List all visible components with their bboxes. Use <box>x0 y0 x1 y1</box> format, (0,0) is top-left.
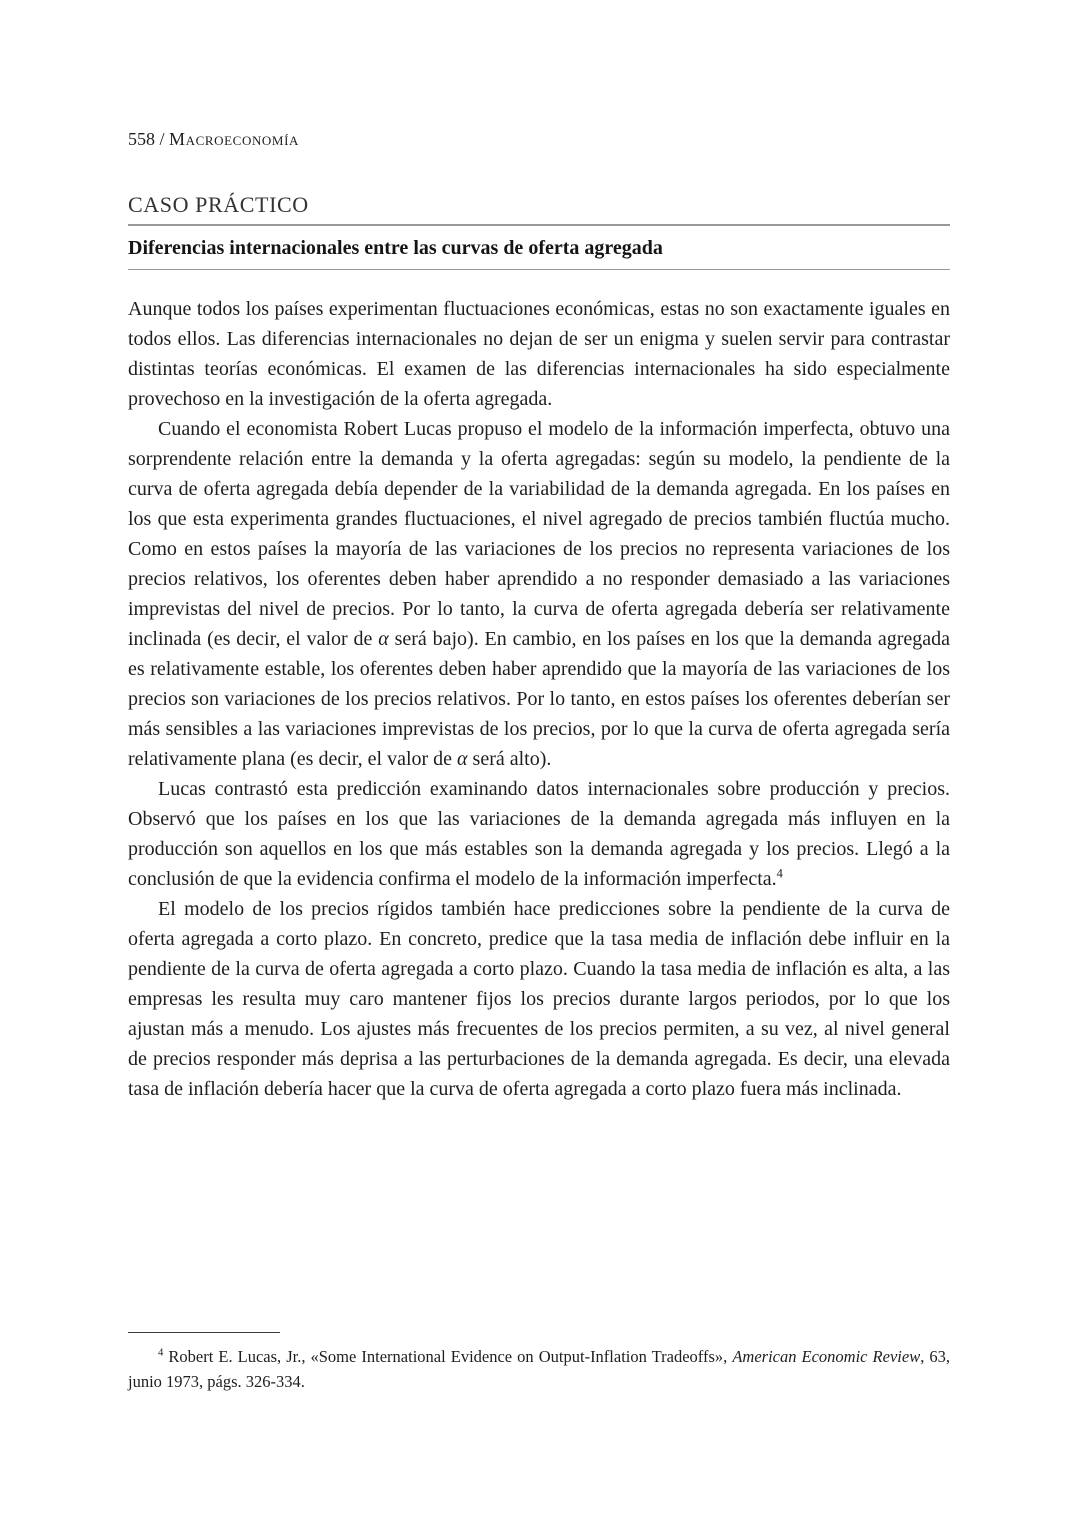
alpha-symbol: α <box>378 628 389 650</box>
paragraph-3-text: Lucas contrastó esta predicción examinando datos internacionales sobre producción y precios. Observó que los países en los que las variaciones de la demanda agregada más influyen en la producción son aquellos en los que más estables son la demanda agregada y los precios. Llegó a la conclusión de que la evidencia confirma el modelo de la información imperfecta. <box>128 778 950 890</box>
section-kicker: CASO PRÁCTICO <box>128 192 309 217</box>
paragraph-2-text-b: será bajo). En cambio, en los países en los que la demanda agregada es relativamente estable, los oferentes deben haber aprendido que la mayoría de las variaciones de los precios son variaciones de los precios relativos. Por lo tanto, en estos países los oferentes deberían ser más sensibles a las variaciones imprevistas de los precios, por lo que la curva de oferta agregada sería relativamente plana (es decir, el valor de <box>128 628 950 770</box>
running-header <box>128 128 950 150</box>
footnote-divider <box>128 1332 280 1333</box>
header-separator: / <box>155 129 170 149</box>
footnote-block <box>128 1332 950 1394</box>
footnote-reference: 4 <box>776 866 783 881</box>
page-number: 558 <box>128 129 155 149</box>
alpha-symbol: α <box>457 748 468 770</box>
paragraph-2-text-a: Cuando el economista Robert Lucas propuso el modelo de la información imperfecta, obtuvo una sorprendente relación entre la demanda y la oferta agregadas: según su modelo, la pendiente de la curva de oferta agregada debía depender de la variabilidad de la demanda agregada. En los países en los que esta experimenta grandes fluctuaciones, el nivel agregado de precios también fluctúa mucho. Como en estos países la mayoría de las variaciones de los precios no representa variaciones de los precios relativos, los oferentes deben haber aprendido a no responder demasiado a las variaciones imprevistas del nivel de precios. Por lo tanto, la curva de oferta agregada debería ser relativamente inclinada (es decir, el valor de <box>128 418 950 650</box>
book-title: Macroeconomía <box>169 129 299 149</box>
paragraph-4: El modelo de los precios rígidos también hace predicciones sobre la pendiente de la curva de oferta agregada a corto plazo. En concreto, predice que la tasa media de inflación debe influir en la pendiente de la curva de oferta agregada a corto plazo. Cuando la tasa media de inflación es alta, a las empresas les resulta muy caro mantener fijos los precios durante largos periodos, por lo que los ajustan más a menudo. Los ajustes más frecuentes de los precios permiten, a su vez, al nivel general de precios responder más deprisa a las perturbaciones de la demanda agregada. Es decir, una elevada tasa de inflación debería hacer que la curva de oferta agregada a corto plazo fuera más inclinada. <box>128 898 950 1100</box>
divider-top <box>128 224 950 226</box>
divider-bottom <box>128 269 950 270</box>
paragraph-2 <box>128 414 950 774</box>
paragraph-1: Aunque todos los países experimentan fluctuaciones económicas, estas no son exactamente iguales en todos ellos. Las diferencias internacionales no dejan de ser un enigma y suelen servir para contrastar distintas teorías económicas. El examen de las diferencias internacionales ha sido especialmente provechoso en la investigación de la oferta agregada. <box>128 298 950 410</box>
footnote-text-b: , 63, junio 1973, págs. 326-334. <box>128 1347 951 1391</box>
footnote-journal-title: American Economic Review <box>732 1347 921 1366</box>
footnote <box>128 1344 950 1394</box>
paragraph-3 <box>128 774 950 894</box>
footnote-text-a: Robert E. Lucas, Jr., «Some International Evidence on Output-Inflation Tradeoffs», <box>163 1347 733 1366</box>
footnote-marker: 4 <box>158 1346 164 1359</box>
page-content <box>128 128 950 1104</box>
paragraph-2-text-c: será alto). <box>467 748 552 770</box>
body-text <box>128 294 950 1104</box>
case-study-title: Diferencias internacionales entre las curvas de oferta agregada <box>128 237 663 259</box>
